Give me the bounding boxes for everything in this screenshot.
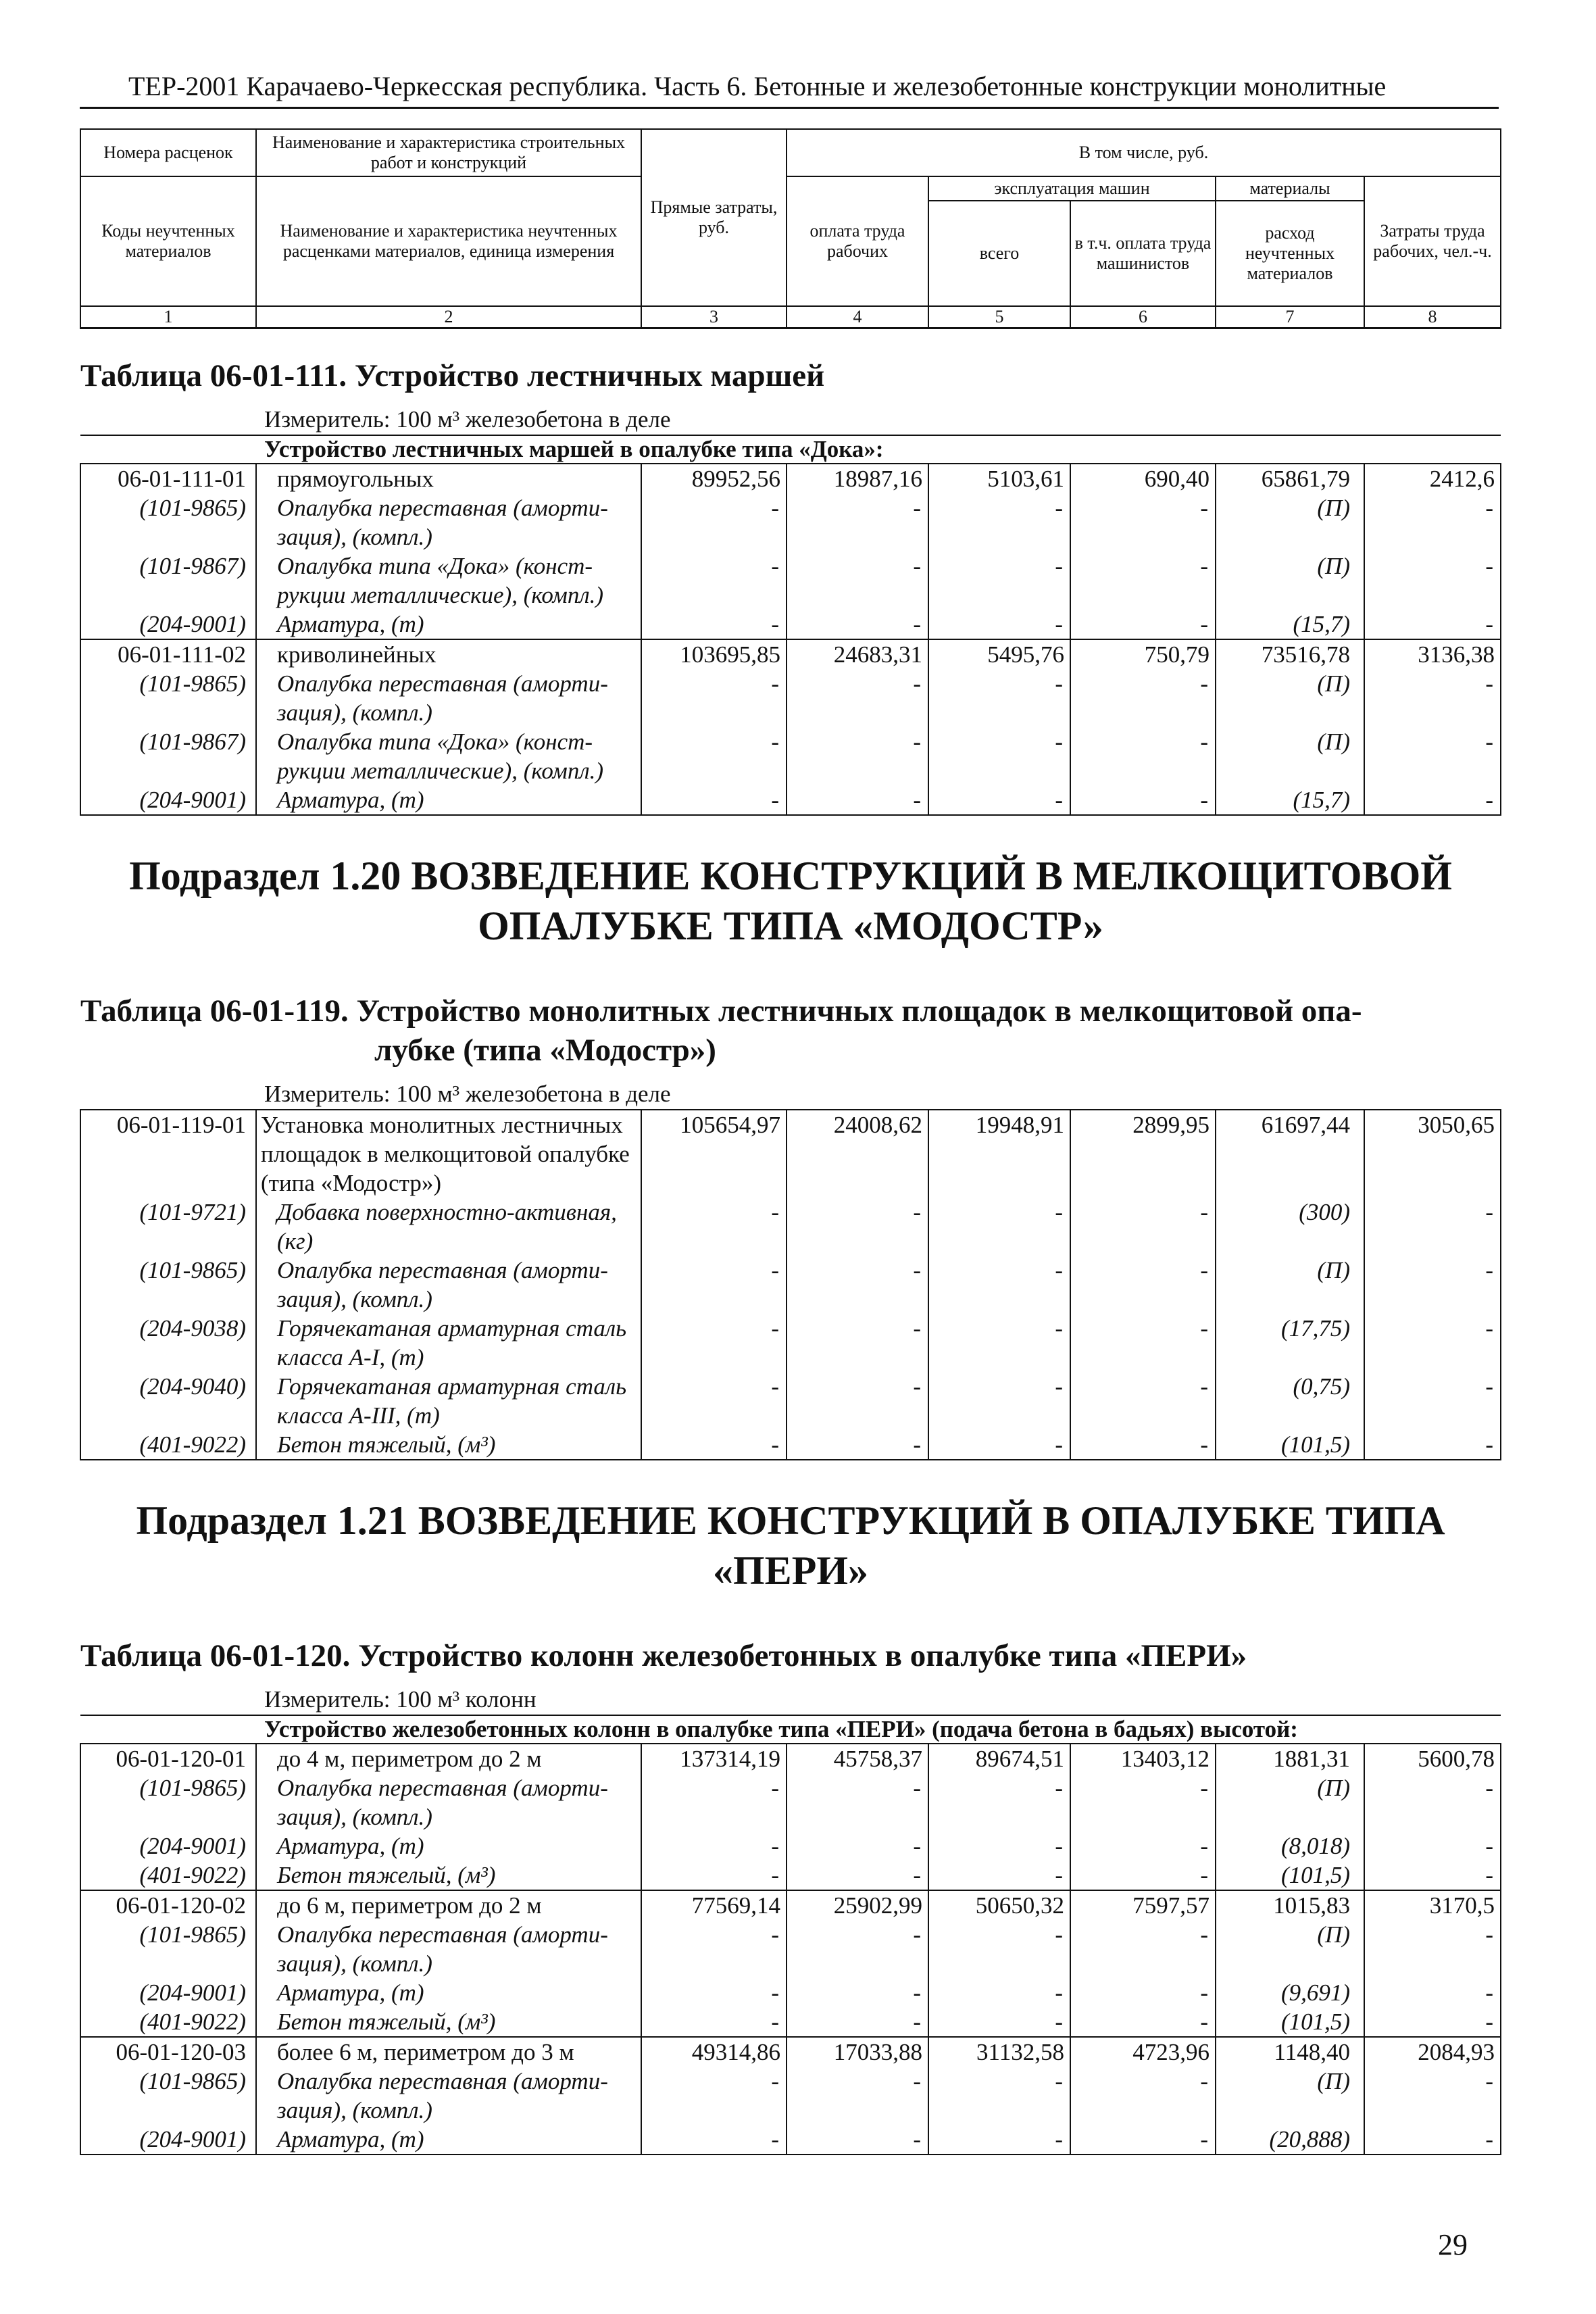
value-machinist-pay: 4723,96 <box>1070 2037 1216 2067</box>
header-material-consumption: расход неучтенных материалов <box>1216 201 1364 306</box>
dash: - <box>787 493 928 551</box>
dash: - <box>787 1861 928 1890</box>
column-number: 3 <box>641 306 787 328</box>
value-direct: 49314,86 <box>641 2037 787 2067</box>
table-header-row <box>80 176 1501 201</box>
dash: - <box>1070 1773 1216 1831</box>
dash: - <box>641 1198 787 1256</box>
rate-name: криволинейных <box>256 639 641 669</box>
rate-row <box>80 464 1501 493</box>
dash: - <box>787 1198 928 1256</box>
value-materials: 61697,44 <box>1216 1110 1364 1198</box>
material-amount: (8,018) <box>1216 1831 1364 1861</box>
value-worker-pay: 18987,16 <box>787 464 928 493</box>
material-code: (204-9001) <box>80 1831 256 1861</box>
dash: - <box>1364 2067 1501 2125</box>
material-code: (204-9001) <box>80 1978 256 2007</box>
section-row <box>80 815 1501 978</box>
material-row <box>80 1256 1501 1314</box>
dash: - <box>1070 493 1216 551</box>
material-name: Добавка поверхностно-активная, (кг) <box>256 1198 641 1256</box>
rate-name: до 6 м, периметром до 2 м <box>256 1890 641 1920</box>
material-row <box>80 1314 1501 1372</box>
material-row <box>80 669 1501 727</box>
material-amount: (101,5) <box>1216 1430 1364 1460</box>
unit-label: Измеритель: 100 м³ железобетона в деле <box>80 395 1501 435</box>
dash: - <box>641 1314 787 1372</box>
table-title-row <box>80 978 1501 1070</box>
dash: - <box>928 1978 1070 2007</box>
material-amount: (П) <box>1216 727 1364 785</box>
column-number: 2 <box>256 306 641 328</box>
value-direct: 77569,14 <box>641 1890 787 1920</box>
rate-row <box>80 1110 1501 1198</box>
material-name: Опалубка переставная (аморти-зация), (компл.) <box>256 1773 641 1831</box>
material-amount: (101,5) <box>1216 1861 1364 1890</box>
dash: - <box>1364 551 1501 610</box>
dash: - <box>787 1978 928 2007</box>
header-rule <box>80 107 1499 109</box>
material-amount: (П) <box>1216 669 1364 727</box>
value-direct: 105654,97 <box>641 1110 787 1198</box>
dash: - <box>928 1430 1070 1460</box>
material-name: Опалубка переставная (аморти-зация), (компл.) <box>256 1256 641 1314</box>
dash: - <box>641 2125 787 2155</box>
column-number: 8 <box>1364 306 1501 328</box>
column-number: 7 <box>1216 306 1364 328</box>
dash: - <box>928 2125 1070 2155</box>
dash: - <box>1364 1831 1501 1861</box>
rate-name: более 6 м, периметром до 3 м <box>256 2037 641 2067</box>
subhead-label: Устройство лестничных маршей в опалубке типа «Дока»: <box>80 435 1501 464</box>
material-code: (101-9865) <box>80 493 256 551</box>
material-code: (101-9865) <box>80 2067 256 2125</box>
dash: - <box>1070 2125 1216 2155</box>
dash: - <box>1070 785 1216 815</box>
material-code: (101-9867) <box>80 727 256 785</box>
table-title: Таблица 06-01-120. Устройство колонн железобетонных в опалубке типа «ПЕРИ» <box>80 1638 1247 1673</box>
dash: - <box>928 1861 1070 1890</box>
dash: - <box>1070 2007 1216 2037</box>
dash: - <box>641 785 787 815</box>
material-amount: (П) <box>1216 1256 1364 1314</box>
value-materials: 65861,79 <box>1216 464 1364 493</box>
value-labor: 5600,78 <box>1364 1744 1501 1773</box>
header-direct-costs: Прямые затраты, руб. <box>641 129 787 306</box>
material-code: (204-9040) <box>80 1372 256 1430</box>
dash: - <box>1364 727 1501 785</box>
material-code: (101-9865) <box>80 1256 256 1314</box>
dash: - <box>1364 1198 1501 1256</box>
dash: - <box>1070 1314 1216 1372</box>
dash: - <box>787 2067 928 2125</box>
dash: - <box>928 1920 1070 1978</box>
material-amount: (15,7) <box>1216 785 1364 815</box>
material-amount: (П) <box>1216 551 1364 610</box>
dash: - <box>787 727 928 785</box>
dash: - <box>1364 1978 1501 2007</box>
rate-row <box>80 1744 1501 1773</box>
material-amount: (101,5) <box>1216 2007 1364 2037</box>
value-machinist-pay: 690,40 <box>1070 464 1216 493</box>
material-amount: (П) <box>1216 493 1364 551</box>
dash: - <box>1364 1430 1501 1460</box>
header-work-name: Наименование и характеристика строительных работ и конструкций <box>256 129 641 176</box>
dash: - <box>641 493 787 551</box>
material-name: Бетон тяжелый, (м³) <box>256 1430 641 1460</box>
dash: - <box>928 669 1070 727</box>
value-direct: 103695,85 <box>641 639 787 669</box>
value-worker-pay: 17033,88 <box>787 2037 928 2067</box>
column-number-row <box>80 306 1501 328</box>
material-code: (101-9865) <box>80 669 256 727</box>
material-code: (101-9865) <box>80 1920 256 1978</box>
rate-name: прямоугольных <box>256 464 641 493</box>
value-machines: 50650,32 <box>928 1890 1070 1920</box>
material-name: Бетон тяжелый, (м³) <box>256 1861 641 1890</box>
dash: - <box>787 1920 928 1978</box>
value-labor: 3170,5 <box>1364 1890 1501 1920</box>
rate-code: 06-01-111-01 <box>80 464 256 493</box>
dash: - <box>641 669 787 727</box>
value-labor: 2084,93 <box>1364 2037 1501 2067</box>
dash: - <box>1070 1198 1216 1256</box>
table-header-row <box>80 129 1501 176</box>
dash: - <box>641 1978 787 2007</box>
material-name: Арматура, (т) <box>256 2125 641 2155</box>
material-row <box>80 1198 1501 1256</box>
dash: - <box>1364 1773 1501 1831</box>
material-name: Опалубка типа «Дока» (конст-рукции металлические), (компл.) <box>256 551 641 610</box>
dash: - <box>1364 669 1501 727</box>
material-row <box>80 1430 1501 1460</box>
header-worker-pay: оплата труда рабочих <box>787 176 928 306</box>
material-amount: (П) <box>1216 1773 1364 1831</box>
value-worker-pay: 25902,99 <box>787 1890 928 1920</box>
header-materials: материалы <box>1216 176 1364 201</box>
dash: - <box>928 727 1070 785</box>
dash: - <box>787 785 928 815</box>
material-name: Арматура, (т) <box>256 1831 641 1861</box>
value-direct: 137314,19 <box>641 1744 787 1773</box>
dash: - <box>1070 551 1216 610</box>
dash: - <box>1364 785 1501 815</box>
material-row <box>80 610 1501 639</box>
material-name: Опалубка типа «Дока» (конст-рукции металлические), (компл.) <box>256 727 641 785</box>
dash: - <box>928 551 1070 610</box>
material-code: (401-9022) <box>80 2007 256 2037</box>
material-code: (204-9001) <box>80 785 256 815</box>
dash: - <box>787 1314 928 1372</box>
value-worker-pay: 24008,62 <box>787 1110 928 1198</box>
dash: - <box>928 1831 1070 1861</box>
material-code: (101-9721) <box>80 1198 256 1256</box>
value-machinist-pay: 13403,12 <box>1070 1744 1216 1773</box>
material-amount: (17,75) <box>1216 1314 1364 1372</box>
header-machine-operation: эксплуатация машин <box>928 176 1216 201</box>
page-number: 29 <box>1438 2228 1468 2261</box>
value-materials: 1015,83 <box>1216 1890 1364 1920</box>
dash: - <box>1364 2125 1501 2155</box>
dash: - <box>928 1198 1070 1256</box>
value-worker-pay: 45758,37 <box>787 1744 928 1773</box>
material-amount: (П) <box>1216 1920 1364 1978</box>
dash: - <box>787 669 928 727</box>
dash: - <box>641 2007 787 2037</box>
dash: - <box>1070 1430 1216 1460</box>
dash: - <box>641 1920 787 1978</box>
price-table <box>80 128 1501 2155</box>
table-title-line: лубке (типа «Модостр») <box>374 1033 716 1068</box>
rate-row <box>80 2037 1501 2067</box>
rate-code: 06-01-120-03 <box>80 2037 256 2067</box>
material-code: (401-9022) <box>80 1430 256 1460</box>
header-rate-numbers: Номера расценок <box>80 129 256 176</box>
rate-name: Установка монолитных лестничных площадок в мелкощитовой опалубке (типа «Модостр») <box>256 1110 641 1198</box>
material-name: Опалубка переставная (аморти-зация), (компл.) <box>256 1920 641 1978</box>
value-machines: 5103,61 <box>928 464 1070 493</box>
dash: - <box>928 785 1070 815</box>
section-title: Подраздел 1.21 ВОЗВЕДЕНИЕ КОНСТРУКЦИЙ В ОПАЛУБКЕ ТИПА «ПЕРИ» <box>136 1498 1445 1593</box>
material-amount: (0,75) <box>1216 1372 1364 1430</box>
material-code: (101-9865) <box>80 1773 256 1831</box>
dash: - <box>928 493 1070 551</box>
subhead-label: Устройство железобетонных колонн в опалубке типа «ПЕРИ» (подача бетона в бадьях) высотой: <box>80 1715 1501 1744</box>
dash: - <box>1364 1256 1501 1314</box>
dash: - <box>787 610 928 639</box>
material-name: Опалубка переставная (аморти-зация), (компл.) <box>256 2067 641 2125</box>
material-row <box>80 551 1501 610</box>
dash: - <box>928 1773 1070 1831</box>
dash: - <box>641 1861 787 1890</box>
dash: - <box>928 1256 1070 1314</box>
unit-row <box>80 395 1501 435</box>
material-code: (204-9001) <box>80 2125 256 2155</box>
material-row <box>80 2007 1501 2037</box>
material-row <box>80 493 1501 551</box>
material-row <box>80 1831 1501 1861</box>
material-row <box>80 2067 1501 2125</box>
dash: - <box>928 2067 1070 2125</box>
dash: - <box>787 2007 928 2037</box>
material-code: (204-9001) <box>80 610 256 639</box>
rate-code: 06-01-119-01 <box>80 1110 256 1198</box>
dash: - <box>641 1372 787 1430</box>
dash: - <box>641 1831 787 1861</box>
material-amount: (15,7) <box>1216 610 1364 639</box>
value-materials: 1148,40 <box>1216 2037 1364 2067</box>
dash: - <box>641 1430 787 1460</box>
dash: - <box>641 1773 787 1831</box>
material-name: Арматура, (т) <box>256 1978 641 2007</box>
rate-code: 06-01-120-01 <box>80 1744 256 1773</box>
dash: - <box>787 1430 928 1460</box>
table-title <box>80 978 1501 1070</box>
dash: - <box>1070 1920 1216 1978</box>
dash: - <box>787 1831 928 1861</box>
rate-code: 06-01-120-02 <box>80 1890 256 1920</box>
material-row <box>80 1372 1501 1430</box>
material-name: Горячекатаная арматурная сталь класса А-III, (т) <box>256 1372 641 1430</box>
dash: - <box>928 2007 1070 2037</box>
value-worker-pay: 24683,31 <box>787 639 928 669</box>
header-labor-costs: Затраты труда рабочих, чел.-ч. <box>1364 176 1501 306</box>
dash: - <box>1070 727 1216 785</box>
running-header: ТЕР-2001 Карачаево-Черкесская республика. Часть 6. Бетонные и железобетонные конструкции монолитные <box>128 71 1387 101</box>
dash: - <box>1364 610 1501 639</box>
column-number: 6 <box>1070 306 1216 328</box>
value-machinist-pay: 2899,95 <box>1070 1110 1216 1198</box>
material-amount: (300) <box>1216 1198 1364 1256</box>
value-direct: 89952,56 <box>641 464 787 493</box>
table-title-line: Таблица 06-01-119. Устройство монолитных лестничных площадок в мелкощитовой опа- <box>80 993 1362 1029</box>
dash: - <box>1070 1372 1216 1430</box>
dash: - <box>787 1773 928 1831</box>
section-title: Подраздел 1.20 ВОЗВЕДЕНИЕ КОНСТРУКЦИЙ В МЕЛКОЩИТОВОЙ ОПАЛУБКЕ ТИПА «МОДОСТР» <box>129 854 1452 948</box>
material-name: Горячекатаная арматурная сталь класса А-I, (т) <box>256 1314 641 1372</box>
column-number: 1 <box>80 306 256 328</box>
subhead-row <box>80 435 1501 464</box>
value-labor: 3136,38 <box>1364 639 1501 669</box>
dash: - <box>1070 1831 1216 1861</box>
column-number: 4 <box>787 306 928 328</box>
dash: - <box>1070 610 1216 639</box>
material-code: (204-9038) <box>80 1314 256 1372</box>
dash: - <box>1364 1372 1501 1430</box>
section-row <box>80 1460 1501 1623</box>
material-amount: (П) <box>1216 2067 1364 2125</box>
table-title-row <box>80 1623 1501 1675</box>
dash: - <box>1070 669 1216 727</box>
material-name: Опалубка переставная (аморти-зация), (компл.) <box>256 669 641 727</box>
material-row <box>80 1773 1501 1831</box>
material-name: Опалубка переставная (аморти-зация), (компл.) <box>256 493 641 551</box>
value-machines: 5495,76 <box>928 639 1070 669</box>
rate-row <box>80 639 1501 669</box>
dash: - <box>1364 1314 1501 1372</box>
dash: - <box>787 1372 928 1430</box>
unit-label: Измеритель: 100 м³ железобетона в деле <box>80 1070 1501 1110</box>
material-name: Арматура, (т) <box>256 785 641 815</box>
material-amount: (9,691) <box>1216 1978 1364 2007</box>
dash: - <box>641 1256 787 1314</box>
dash: - <box>928 610 1070 639</box>
dash: - <box>1070 1978 1216 2007</box>
value-labor: 2412,6 <box>1364 464 1501 493</box>
material-row <box>80 785 1501 815</box>
dash: - <box>787 1256 928 1314</box>
dash: - <box>928 1372 1070 1430</box>
dash: - <box>787 551 928 610</box>
material-row <box>80 1978 1501 2007</box>
material-code: (101-9867) <box>80 551 256 610</box>
dash: - <box>641 727 787 785</box>
value-materials: 73516,78 <box>1216 639 1364 669</box>
dash: - <box>1364 1861 1501 1890</box>
material-amount: (20,888) <box>1216 2125 1364 2155</box>
material-code: (401-9022) <box>80 1861 256 1890</box>
header-material-name: Наименование и характеристика неучтенных расценками материалов, единица измерения <box>256 176 641 306</box>
material-name: Бетон тяжелый, (м³) <box>256 2007 641 2037</box>
material-row <box>80 1861 1501 1890</box>
dash: - <box>641 2067 787 2125</box>
dash: - <box>1364 493 1501 551</box>
unit-row <box>80 1070 1501 1110</box>
dash: - <box>1070 1861 1216 1890</box>
value-materials: 1881,31 <box>1216 1744 1364 1773</box>
material-row <box>80 727 1501 785</box>
material-row <box>80 1920 1501 1978</box>
value-machines: 31132,58 <box>928 2037 1070 2067</box>
dash: - <box>787 2125 928 2155</box>
material-name: Арматура, (т) <box>256 610 641 639</box>
dash: - <box>928 1314 1070 1372</box>
table-title: Таблица 06-01-111. Устройство лестничных маршей <box>80 358 825 393</box>
dash: - <box>1364 1920 1501 1978</box>
rate-code: 06-01-111-02 <box>80 639 256 669</box>
dash: - <box>641 551 787 610</box>
value-machines: 19948,91 <box>928 1110 1070 1198</box>
table-title-row <box>80 328 1501 396</box>
dash: - <box>1070 1256 1216 1314</box>
value-machinist-pay: 750,79 <box>1070 639 1216 669</box>
dash: - <box>1070 2067 1216 2125</box>
value-labor: 3050,65 <box>1364 1110 1501 1198</box>
header-material-codes: Коды неучтенных материалов <box>80 176 256 306</box>
rate-row <box>80 1890 1501 1920</box>
material-row <box>80 2125 1501 2155</box>
unit-row <box>80 1675 1501 1715</box>
dash: - <box>1364 2007 1501 2037</box>
column-number: 5 <box>928 306 1070 328</box>
unit-label: Измеритель: 100 м³ колонн <box>80 1675 1501 1715</box>
dash: - <box>641 610 787 639</box>
header-including: В том числе, руб. <box>787 129 1501 176</box>
subhead-row <box>80 1715 1501 1744</box>
rate-name: до 4 м, периметром до 2 м <box>256 1744 641 1773</box>
value-machinist-pay: 7597,57 <box>1070 1890 1216 1920</box>
header-machine-total: всего <box>928 201 1070 306</box>
value-machines: 89674,51 <box>928 1744 1070 1773</box>
header-machinist-pay: в т.ч. оплата труда машинистов <box>1070 201 1216 306</box>
